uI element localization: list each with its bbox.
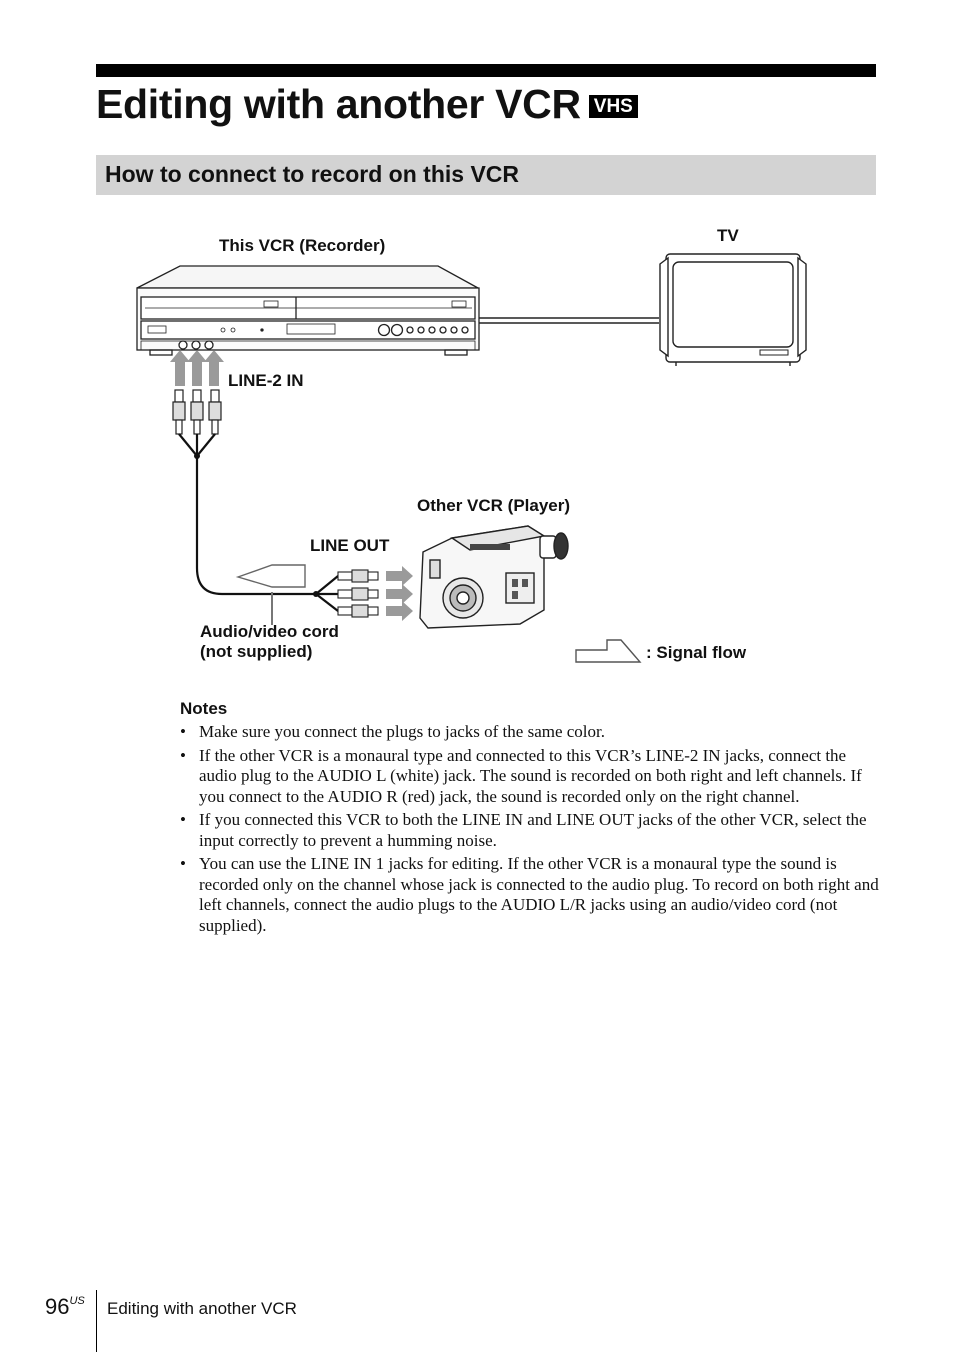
note-item <box>180 722 880 743</box>
page-title <box>96 80 638 128</box>
player-camcorder-illustration <box>420 526 568 628</box>
signal-flow-arrow <box>238 565 305 587</box>
signal-arrows-into-recorder <box>170 350 224 386</box>
bullet-icon: • <box>180 745 186 765</box>
page-number-value: 96 <box>45 1294 70 1319</box>
recorder-to-tv-cable <box>479 318 659 323</box>
diagram-illustration <box>0 200 954 700</box>
bullet-icon: • <box>180 854 186 873</box>
legend-arrow-icon <box>576 640 640 662</box>
recorder-label: This VCR (Recorder) <box>219 236 386 255</box>
player-label: Other VCR (Player) <box>417 496 571 515</box>
section-header <box>96 155 876 195</box>
connection-diagram <box>0 200 954 700</box>
line2-in-label: LINE-2 IN <box>228 371 304 390</box>
signal-arrows-from-player <box>386 566 413 621</box>
legend-label: : Signal flow <box>646 643 747 662</box>
page-number <box>45 1294 85 1320</box>
note-text: Make sure you connect the plugs to jacks of the same color. <box>199 722 605 741</box>
section-title: How to connect to record on this VCR <box>105 161 520 187</box>
tv-label: TV <box>717 226 739 245</box>
cord-label-line2: (not supplied) <box>200 642 313 661</box>
tv-illustration <box>660 254 806 366</box>
note-item <box>180 746 880 808</box>
audio-video-cord <box>179 434 338 611</box>
note-item <box>180 854 880 936</box>
line-out-label: LINE OUT <box>310 536 390 555</box>
bullet-icon: • <box>180 810 186 829</box>
cord-junction-top <box>194 453 200 459</box>
cord-label <box>200 622 339 662</box>
cord-label-line1: Audio/video cord <box>200 622 339 641</box>
notes-list <box>180 722 880 936</box>
notes-section <box>180 698 880 939</box>
recorder-vcr-illustration <box>137 266 479 355</box>
player-side-plugs <box>338 570 378 617</box>
recorder-side-plugs <box>173 390 221 434</box>
footer-divider <box>96 1290 97 1352</box>
running-title: Editing with another VCR <box>107 1299 297 1318</box>
note-text: If the other VCR is a monaural type and connected to this VCR’s LINE-2 IN jacks, connect the audio plug to the AUDIO L (white) jack. The sound is recorded on both right and left channels. If you connect to the AUDIO R (red) jack, the sound is recorded only on the right channel. <box>199 745 862 806</box>
note-item <box>180 810 880 851</box>
top-rule <box>96 64 876 77</box>
vhs-badge: VHS <box>589 95 638 118</box>
note-text: You can use the LINE IN 1 jacks for editing. If the other VCR is a monaural type the sound is recorded only on the channel whose jack is connected to the audio plug. To record on both right and left channels, connect the audio plugs to the AUDIO L/R jacks using an audio/video cord (not supplied). <box>199 854 879 935</box>
bullet-icon: • <box>180 722 186 741</box>
page-number-suffix: US <box>69 1295 85 1307</box>
cord-junction-bottom <box>313 591 319 597</box>
page-title-text: Editing with another VCR <box>96 81 581 127</box>
notes-title: Notes <box>180 699 228 718</box>
note-text: If you connected this VCR to both the LINE IN and LINE OUT jacks of the other VCR, select the input correctly to prevent a humming noise. <box>199 810 867 850</box>
